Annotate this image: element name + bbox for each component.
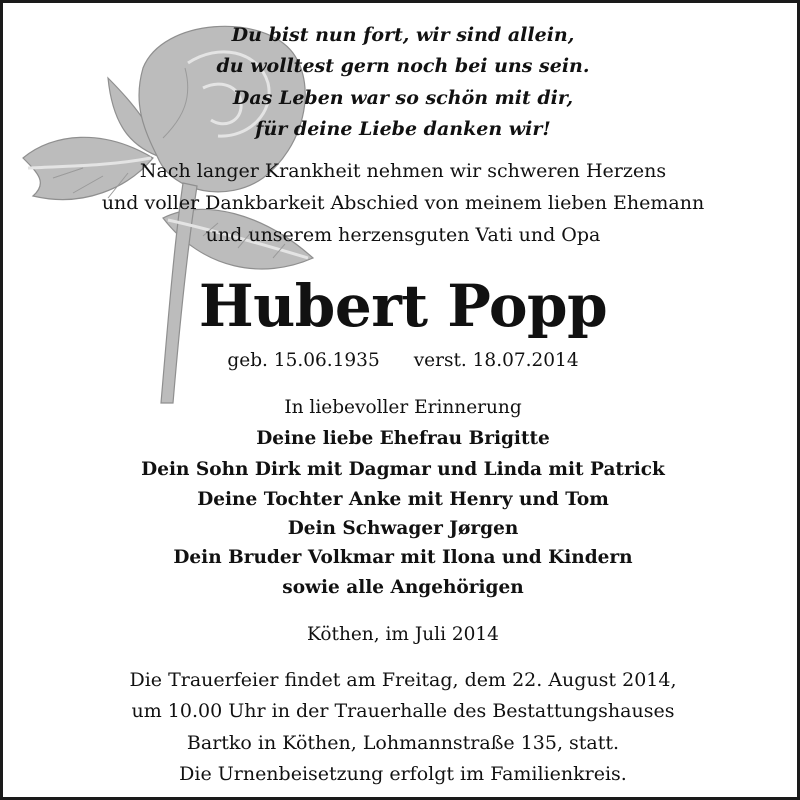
family-line: Dein Schwager Jørgen: [287, 518, 519, 539]
birth-date: geb. 15.06.1935: [227, 350, 380, 371]
intro-line: und voller Dankbarkeit Abschied von meinem lieben Ehemann: [101, 192, 705, 214]
family-line: Dein Bruder Volkmar mit Ilona und Kindern: [173, 547, 633, 568]
funeral-line: Die Trauerfeier findet am Freitag, dem 22. August 2014,: [129, 669, 677, 691]
poem-line: Das Leben war so schön mit dir,: [232, 87, 574, 109]
remembrance-line: In liebevoller Erinnerung: [284, 397, 522, 418]
family-line: sowie alle Angehörigen: [282, 577, 524, 598]
poem-line: für deine Liebe danken wir!: [255, 118, 551, 140]
place-date: Köthen, im Juli 2014: [307, 624, 499, 645]
funeral-line: Die Urnenbeisetzung erfolgt im Familienkreis.: [179, 763, 627, 785]
death-date: verst. 18.07.2014: [413, 350, 579, 371]
intro-line: Nach langer Krankheit nehmen wir schweren Herzens: [139, 160, 667, 182]
poem-line: du wolltest gern noch bei uns sein.: [216, 55, 590, 77]
family-line: Deine Tochter Anke mit Henry und Tom: [197, 489, 609, 510]
funeral-line: Bartko in Köthen, Lohmannstraße 135, statt.: [186, 732, 620, 754]
life-dates: [3, 352, 800, 371]
deceased-name: Hubert Popp: [198, 272, 608, 340]
family-line: Dein Sohn Dirk mit Dagmar und Linda mit Patrick: [141, 459, 665, 480]
poem-line: Du bist nun fort, wir sind allein,: [231, 24, 575, 46]
funeral-line: um 10.00 Uhr in der Trauerhalle des Bestattungshauses: [131, 700, 675, 722]
family-line: Deine liebe Ehefrau Brigitte: [256, 428, 550, 449]
intro-line: und unserem herzensguten Vati und Opa: [205, 224, 601, 246]
